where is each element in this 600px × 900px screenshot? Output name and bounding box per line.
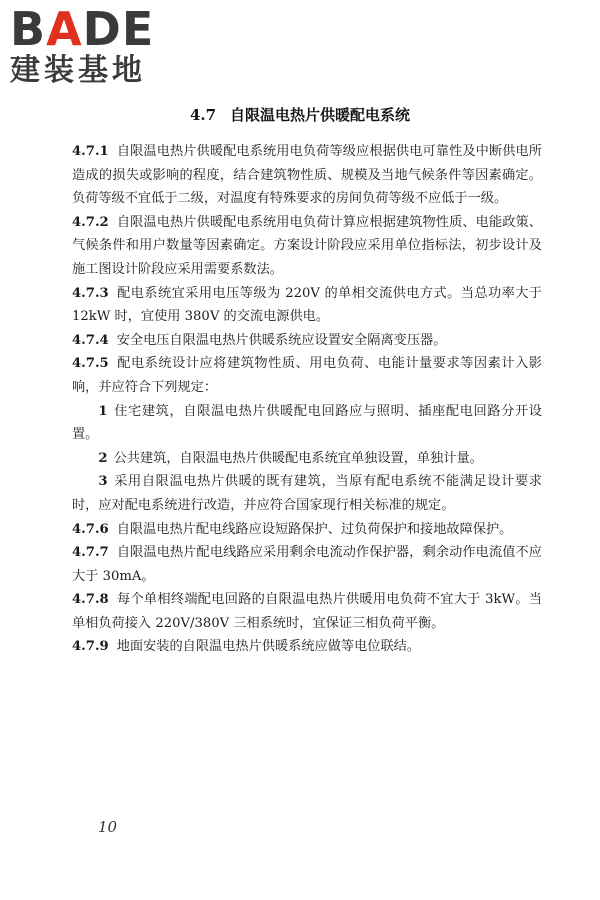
clause-number: 4.7.1 xyxy=(72,144,109,159)
logo xyxy=(10,2,180,96)
clause-number: 4.7.3 xyxy=(72,285,109,301)
section-title xyxy=(0,104,600,125)
clause xyxy=(72,282,542,329)
list-item xyxy=(72,447,542,471)
item-number: 3 xyxy=(98,474,108,490)
clause-text: 配电系统设计应将建筑物性质、用电负荷、电能计量要求等因素计入影响，并应符合下列规定： xyxy=(72,356,542,395)
clause-number: 4.7.9 xyxy=(72,639,109,655)
clause-text: 自限温电热片供暖配电系统用电负荷计算应根据建筑物性质、电能政策、气候条件和用户数量等因素确定。方案设计阶段应采用单位指标法，初步设计及施工图设计阶段应采用需要系数法。 xyxy=(72,214,542,277)
clause-number: 4.7.8 xyxy=(72,592,109,608)
clause-text: 自限温电热片配电线路应采用剩余电流动作保护器，剩余动作电流值不应大于 30mA。 xyxy=(72,545,542,584)
clause-number: 4.7.2 xyxy=(72,214,109,230)
clause-number: 4.7.5 xyxy=(72,356,109,372)
clause xyxy=(72,541,542,588)
clause xyxy=(72,352,542,399)
clause-text: 安全电压自限温电热片供暖系统应设置安全隔离变压器。 xyxy=(116,332,447,348)
clause-number: 4.7.6 xyxy=(72,521,109,537)
section-number: 4.7 xyxy=(189,106,217,124)
item-text: 公共建筑，自限温电热片供暖配电系统宜单独设置，单独计量。 xyxy=(113,450,483,466)
clause-number: 4.7.7 xyxy=(72,545,109,561)
item-text: 采用自限温电热片供暖的既有建筑，当原有配电系统不能满足设计要求时，应对配电系统进行改造，并应符合国家现行相关标准的规定。 xyxy=(72,474,542,513)
list-item xyxy=(72,400,542,447)
clause xyxy=(72,211,542,282)
clause-text: 配电系统宜采用电压等级为 220V 的单相交流供电方式。当总功率大于 12kW 时，宜使用 380V 的交流电源供电。 xyxy=(72,285,542,325)
clause xyxy=(72,635,542,659)
clause xyxy=(72,588,542,635)
clause xyxy=(72,518,542,542)
clause-number: 4.7.4 xyxy=(72,332,109,348)
logo-subtitle: 建装基地 xyxy=(10,53,146,88)
item-number: 1 xyxy=(98,403,108,419)
page-number: 10 xyxy=(98,818,118,836)
logo-wordmark: BADE xyxy=(10,2,155,56)
clause xyxy=(72,329,542,353)
list-item xyxy=(72,470,542,517)
clause xyxy=(72,140,542,211)
clause-text: 地面安装的自限温电热片供暖系统应做等电位联结。 xyxy=(116,639,421,655)
item-number: 2 xyxy=(98,450,108,466)
clause-text: 自限温电热片供暖配电系统用电负荷等级应根据供电可靠性及中断供电所造成的损失或影响的程度，结合建筑物性质、规模及当地气候条件等因素确定。负荷等级不宜低于二级，对温度有特殊要求的房间负荷等级不应低于一级。 xyxy=(72,144,542,207)
section-title-text: 自限温电热片供暖配电系统 xyxy=(230,106,411,124)
clause-text: 自限温电热片配电线路应设短路保护、过负荷保护和接地故障保护。 xyxy=(116,521,513,537)
document-body xyxy=(72,140,542,659)
clause-text: 每个单相终端配电回路的自限温电热片供暖用电负荷不宜大于 3kW。当单相负荷接入 220V/380V 三相系统时，宜保证三相负荷平衡。 xyxy=(72,592,542,631)
item-text: 住宅建筑，自限温电热片供暖配电回路应与照明、插座配电回路分开设置。 xyxy=(72,403,542,443)
